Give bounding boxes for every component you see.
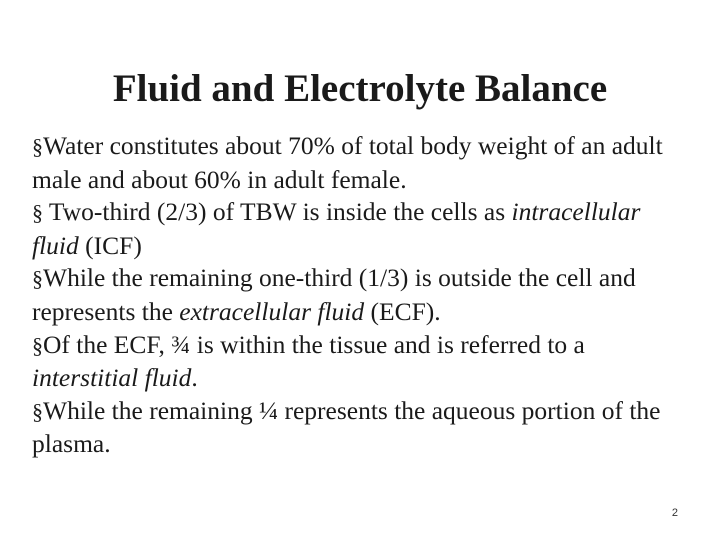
bullet-marker: § (32, 332, 43, 358)
bullet-text: (ECF). (364, 296, 441, 326)
bullet-text: Two-third (2/3) of TBW is inside the cells as (48, 197, 512, 227)
bullet-term: extracellular fluid (179, 296, 365, 326)
bullet-text: . (191, 363, 198, 393)
bullet-marker: § (32, 266, 43, 292)
bullet-text: Water constitutes about 70% of total body weight of an adult male and about 60% in adult female. (32, 131, 663, 194)
bullet-text: (ICF) (78, 230, 142, 260)
bullet-term: interstitial fluid (32, 363, 192, 393)
bullet-marker: § (32, 134, 43, 159)
slide-title: Fluid and Electrolyte Balance (112, 67, 608, 110)
bullet-text: While the remaining one-third (1/3) is outside the cell and represents the (32, 263, 636, 326)
bullet-item (32, 395, 692, 461)
bullet-item (32, 262, 692, 328)
bullet-term: intracellular fluid (32, 197, 641, 260)
page-number: 2 (671, 507, 678, 519)
bullet-text: Of the ECF, ¾ is within the tissue and is referred to a (43, 329, 585, 359)
bullet-list (32, 130, 692, 461)
bullet-text: While the remaining ¼ represents the aqueous portion of the plasma. (32, 395, 661, 459)
bullet-item (32, 130, 692, 196)
bullet-marker: § (32, 398, 43, 424)
bullet-item (32, 196, 692, 262)
bullet-item (32, 329, 692, 395)
bullet-marker: § (32, 200, 43, 226)
